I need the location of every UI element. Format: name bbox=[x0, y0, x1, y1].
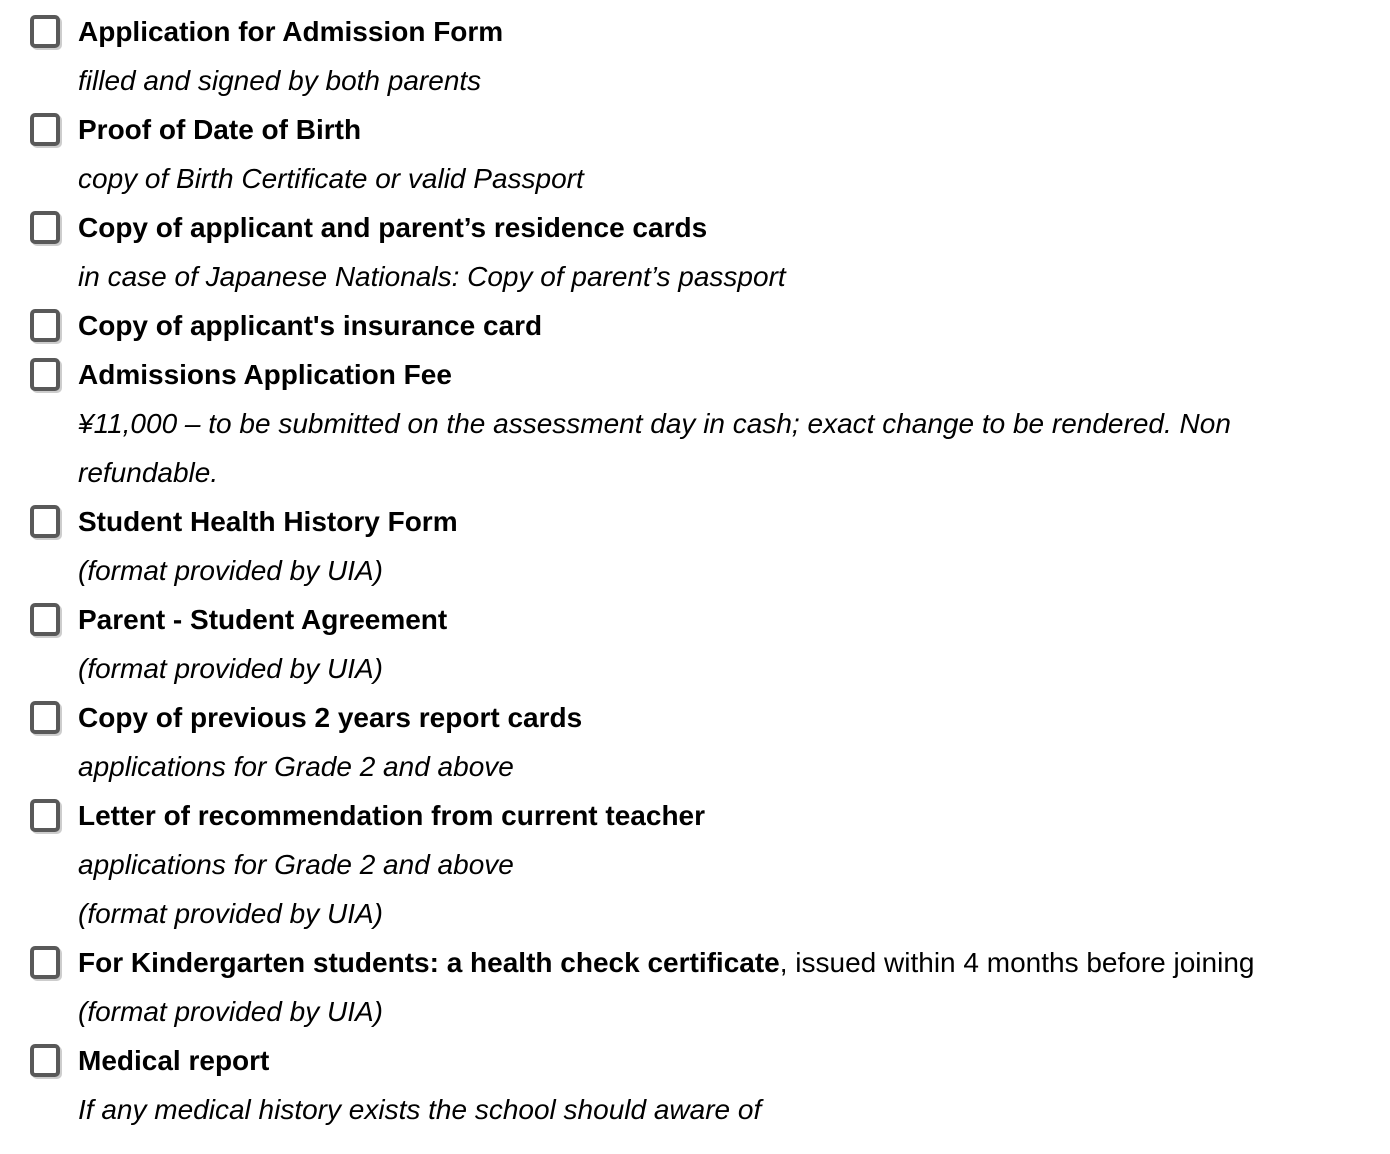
item-note: applications for Grade 2 and above bbox=[78, 751, 514, 782]
item-title: Application for Admission Form bbox=[78, 16, 504, 47]
item-checkbox[interactable] bbox=[30, 1044, 60, 1077]
item-checkbox[interactable] bbox=[30, 309, 60, 342]
item-checkbox[interactable] bbox=[30, 358, 60, 391]
item-note: filled and signed by both parents bbox=[78, 65, 482, 96]
item-title: Copy of applicant's insurance card bbox=[78, 310, 543, 341]
item-note: (format provided by UIA) bbox=[78, 653, 383, 684]
checklist-item bbox=[0, 497, 1348, 595]
item-title: Copy of previous 2 years report cards bbox=[78, 702, 583, 733]
item-note: copy of Birth Certificate or valid Passport bbox=[78, 163, 584, 194]
checklist-item bbox=[0, 203, 1348, 301]
item-title: Medical report bbox=[78, 1045, 270, 1076]
item-note: (format provided by UIA) bbox=[78, 898, 383, 929]
item-checkbox[interactable] bbox=[30, 113, 60, 146]
checklist-item bbox=[0, 1036, 1348, 1134]
item-title: Student Health History Form bbox=[78, 506, 458, 537]
item-note: If any medical history exists the school should aware of bbox=[78, 1094, 762, 1125]
item-note: ¥11,000 – to be submitted on the assessment day in cash; exact change to be rendered. Non refundable. bbox=[78, 408, 1231, 488]
item-note: in case of Japanese Nationals: Copy of parent’s passport bbox=[78, 261, 786, 292]
item-title: Admissions Application Fee bbox=[78, 359, 452, 390]
item-checkbox[interactable] bbox=[30, 211, 60, 244]
item-checkbox[interactable] bbox=[30, 603, 60, 636]
item-title: Copy of applicant and parent’s residence cards bbox=[78, 212, 708, 243]
item-checkbox[interactable] bbox=[30, 15, 60, 48]
checklist-item bbox=[0, 105, 1348, 203]
item-title: Parent - Student Agreement bbox=[78, 604, 448, 635]
item-note: (format provided by UIA) bbox=[78, 996, 383, 1027]
item-title: Letter of recommendation from current teacher bbox=[78, 800, 706, 831]
checklist-item bbox=[0, 791, 1348, 938]
checklist-item bbox=[0, 693, 1348, 791]
item-checkbox[interactable] bbox=[30, 946, 60, 979]
item-note: applications for Grade 2 and above bbox=[78, 849, 514, 880]
checklist-item bbox=[0, 595, 1348, 693]
item-note: (format provided by UIA) bbox=[78, 555, 383, 586]
item-checkbox[interactable] bbox=[30, 701, 60, 734]
item-title: For Kindergarten students: a health check certificate bbox=[78, 947, 780, 978]
checklist-item bbox=[0, 7, 1348, 105]
checklist-item bbox=[0, 301, 1348, 350]
item-checkbox[interactable] bbox=[30, 799, 60, 832]
checklist-item bbox=[0, 938, 1348, 1036]
item-title: Proof of Date of Birth bbox=[78, 114, 362, 145]
checklist-item bbox=[0, 350, 1348, 497]
item-title-suffix: , issued within 4 months before joining bbox=[779, 947, 1255, 978]
item-checkbox[interactable] bbox=[30, 505, 60, 538]
